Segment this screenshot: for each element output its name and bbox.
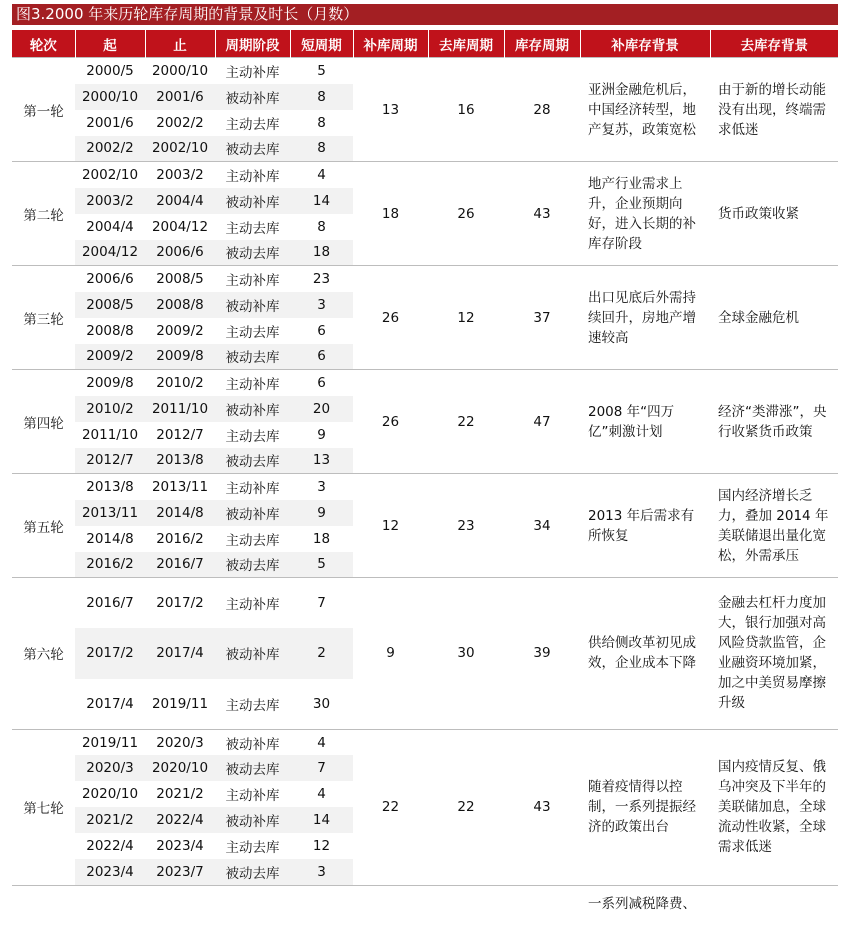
stage-cell: 主动去库 xyxy=(215,214,290,240)
short-cycle-cell: 4 xyxy=(290,162,353,188)
end-date-cell: 2023/7 xyxy=(145,859,215,885)
start-date-cell: 2013/11 xyxy=(75,500,145,526)
destock-months-cell: 30 xyxy=(428,578,504,730)
table-row xyxy=(12,885,838,925)
header-cell: 周期阶段 xyxy=(215,30,290,58)
short-cycle-cell: 3 xyxy=(290,859,353,885)
end-date-cell: 2001/6 xyxy=(145,84,215,110)
stage-cell: 主动补库 xyxy=(215,162,290,188)
restock-background-cell: 2013 年后需求有所恢复 xyxy=(580,474,710,578)
end-date-cell: 2016/7 xyxy=(145,552,215,578)
start-date-cell: 2000/10 xyxy=(75,84,145,110)
start-date-cell: 2009/2 xyxy=(75,344,145,370)
start-date-cell: 2016/7 xyxy=(75,578,145,629)
destock-background-cell xyxy=(710,885,838,925)
end-date-cell: 2017/4 xyxy=(145,628,215,679)
stage-cell: 被动补库 xyxy=(215,188,290,214)
header-row xyxy=(12,30,838,58)
short-cycle-cell: 6 xyxy=(290,318,353,344)
end-date-cell: 2016/2 xyxy=(145,526,215,552)
end-date-cell: 2020/3 xyxy=(145,729,215,755)
table-row xyxy=(12,58,838,84)
start-date-cell: 2008/8 xyxy=(75,318,145,344)
restock-months-cell: 26 xyxy=(353,370,428,474)
round-name-cell: 第二轮 xyxy=(12,162,75,266)
start-date-cell: 2016/2 xyxy=(75,552,145,578)
short-cycle-cell: 8 xyxy=(290,214,353,240)
stage-cell xyxy=(215,885,290,925)
short-cycle-cell: 8 xyxy=(290,136,353,162)
end-date-cell: 2000/10 xyxy=(145,58,215,84)
end-date-cell: 2009/2 xyxy=(145,318,215,344)
end-date-cell: 2017/2 xyxy=(145,578,215,629)
start-date-cell: 2010/2 xyxy=(75,396,145,422)
start-date-cell: 2004/4 xyxy=(75,214,145,240)
round-name-cell: 第一轮 xyxy=(12,58,75,162)
stage-cell: 被动去库 xyxy=(215,552,290,578)
destock-months-cell: 16 xyxy=(428,58,504,162)
inventory-cycle-table xyxy=(12,30,838,925)
start-date-cell: 2002/10 xyxy=(75,162,145,188)
restock-months-cell: 26 xyxy=(353,266,428,370)
short-cycle-cell: 30 xyxy=(290,679,353,730)
end-date-cell: 2013/11 xyxy=(145,474,215,500)
stage-cell: 被动补库 xyxy=(215,628,290,679)
stage-cell: 主动补库 xyxy=(215,578,290,629)
end-date-cell: 2004/4 xyxy=(145,188,215,214)
restock-background-cell: 亚洲金融危机后，中国经济转型，地产复苏，政策宽松 xyxy=(580,58,710,162)
restock-months-cell: 12 xyxy=(353,474,428,578)
round-name-cell: 第六轮 xyxy=(12,578,75,730)
stage-cell: 主动补库 xyxy=(215,58,290,84)
cycle-months-cell: 39 xyxy=(504,578,580,730)
cycle-months-cell: 34 xyxy=(504,474,580,578)
start-date-cell: 2009/8 xyxy=(75,370,145,396)
short-cycle-cell: 14 xyxy=(290,807,353,833)
start-date-cell: 2000/5 xyxy=(75,58,145,84)
end-date-cell: 2004/12 xyxy=(145,214,215,240)
stage-cell: 被动去库 xyxy=(215,344,290,370)
end-date-cell: 2006/6 xyxy=(145,240,215,266)
short-cycle-cell: 23 xyxy=(290,266,353,292)
header-cell: 补库存背景 xyxy=(580,30,710,58)
end-date-cell: 2013/8 xyxy=(145,448,215,474)
destock-months-cell: 22 xyxy=(428,370,504,474)
restock-background-cell: 随着疫情得以控制，一系列提振经济的政策出台 xyxy=(580,729,710,885)
cycle-months-cell xyxy=(504,885,580,925)
cycle-months-cell: 47 xyxy=(504,370,580,474)
stage-cell: 主动去库 xyxy=(215,833,290,859)
stage-cell: 被动补库 xyxy=(215,84,290,110)
header-cell: 短周期 xyxy=(290,30,353,58)
end-date-cell: 2011/10 xyxy=(145,396,215,422)
table-row xyxy=(12,266,838,292)
short-cycle-cell: 7 xyxy=(290,578,353,629)
destock-background-cell: 货币政策收紧 xyxy=(710,162,838,266)
cycle-months-cell: 28 xyxy=(504,58,580,162)
destock-months-cell: 26 xyxy=(428,162,504,266)
stage-cell: 主动补库 xyxy=(215,781,290,807)
round-name-cell: 第三轮 xyxy=(12,266,75,370)
start-date-cell: 2006/6 xyxy=(75,266,145,292)
short-cycle-cell: 8 xyxy=(290,110,353,136)
start-date-cell: 2017/4 xyxy=(75,679,145,730)
header-cell: 库存周期 xyxy=(504,30,580,58)
end-date-cell xyxy=(145,885,215,925)
stage-cell: 主动补库 xyxy=(215,474,290,500)
end-date-cell: 2008/8 xyxy=(145,292,215,318)
stage-cell: 被动去库 xyxy=(215,448,290,474)
stage-cell: 被动去库 xyxy=(215,136,290,162)
start-date-cell: 2019/11 xyxy=(75,729,145,755)
short-cycle-cell: 2 xyxy=(290,628,353,679)
short-cycle-cell: 13 xyxy=(290,448,353,474)
header-cell: 轮次 xyxy=(12,30,75,58)
start-date-cell: 2008/5 xyxy=(75,292,145,318)
short-cycle-cell: 4 xyxy=(290,729,353,755)
short-cycle-cell: 6 xyxy=(290,370,353,396)
start-date-cell: 2011/10 xyxy=(75,422,145,448)
restock-background-cell: 地产行业需求上升，企业预期向好，进入长期的补库存阶段 xyxy=(580,162,710,266)
table-row xyxy=(12,578,838,629)
short-cycle-cell: 12 xyxy=(290,833,353,859)
stage-cell: 被动补库 xyxy=(215,500,290,526)
short-cycle-cell: 20 xyxy=(290,396,353,422)
restock-background-cell: 供给侧改革初见成效，企业成本下降 xyxy=(580,578,710,730)
restock-background-cell: 出口见底后外需持续回升，房地产增速较高 xyxy=(580,266,710,370)
stage-cell: 被动补库 xyxy=(215,292,290,318)
destock-background-cell: 国内经济增长乏力，叠加 2014 年美联储退出量化宽松，外需承压 xyxy=(710,474,838,578)
restock-background-cell: 一系列减税降费、 xyxy=(580,885,710,925)
short-cycle-cell: 6 xyxy=(290,344,353,370)
cycle-months-cell: 37 xyxy=(504,266,580,370)
stage-cell: 被动去库 xyxy=(215,755,290,781)
round-name-cell: 第四轮 xyxy=(12,370,75,474)
short-cycle-cell: 18 xyxy=(290,240,353,266)
start-date-cell: 2014/8 xyxy=(75,526,145,552)
destock-background-cell: 金融去杠杆力度加大，银行加强对高风险贷款监管，企业融资环境加紧，加之中美贸易摩擦升级 xyxy=(710,578,838,730)
end-date-cell: 2012/7 xyxy=(145,422,215,448)
stage-cell: 被动去库 xyxy=(215,240,290,266)
header-cell: 去库周期 xyxy=(428,30,504,58)
start-date-cell: 2013/8 xyxy=(75,474,145,500)
short-cycle-cell xyxy=(290,885,353,925)
table-body xyxy=(12,58,838,925)
start-date-cell: 2021/2 xyxy=(75,807,145,833)
stage-cell: 主动去库 xyxy=(215,318,290,344)
table-row xyxy=(12,370,838,396)
short-cycle-cell: 18 xyxy=(290,526,353,552)
short-cycle-cell: 14 xyxy=(290,188,353,214)
stage-cell: 被动补库 xyxy=(215,729,290,755)
short-cycle-cell: 7 xyxy=(290,755,353,781)
round-name-cell: 第五轮 xyxy=(12,474,75,578)
figure-title: 图3.2000 年来历轮库存周期的背景及时长（月数） xyxy=(12,4,838,25)
restock-months-cell: 18 xyxy=(353,162,428,266)
table-row xyxy=(12,729,838,755)
end-date-cell: 2022/4 xyxy=(145,807,215,833)
header-cell: 止 xyxy=(145,30,215,58)
stage-cell: 主动去库 xyxy=(215,422,290,448)
stage-cell: 被动去库 xyxy=(215,859,290,885)
start-date-cell: 2012/7 xyxy=(75,448,145,474)
destock-months-cell xyxy=(428,885,504,925)
start-date-cell: 2004/12 xyxy=(75,240,145,266)
start-date-cell xyxy=(75,885,145,925)
destock-background-cell: 由于新的增长动能没有出现，终端需求低迷 xyxy=(710,58,838,162)
destock-background-cell: 经济“类滞涨”，央行收紧货币政策 xyxy=(710,370,838,474)
start-date-cell: 2003/2 xyxy=(75,188,145,214)
short-cycle-cell: 9 xyxy=(290,500,353,526)
stage-cell: 主动去库 xyxy=(215,679,290,730)
table-row xyxy=(12,474,838,500)
header-cell: 去库存背景 xyxy=(710,30,838,58)
end-date-cell: 2019/11 xyxy=(145,679,215,730)
short-cycle-cell: 5 xyxy=(290,58,353,84)
destock-background-cell: 全球金融危机 xyxy=(710,266,838,370)
stage-cell: 主动去库 xyxy=(215,526,290,552)
start-date-cell: 2002/2 xyxy=(75,136,145,162)
end-date-cell: 2002/10 xyxy=(145,136,215,162)
end-date-cell: 2003/2 xyxy=(145,162,215,188)
stage-cell: 主动补库 xyxy=(215,370,290,396)
stage-cell: 主动补库 xyxy=(215,266,290,292)
stage-cell: 主动去库 xyxy=(215,110,290,136)
destock-months-cell: 23 xyxy=(428,474,504,578)
start-date-cell: 2020/10 xyxy=(75,781,145,807)
end-date-cell: 2010/2 xyxy=(145,370,215,396)
short-cycle-cell: 8 xyxy=(290,84,353,110)
cycle-months-cell: 43 xyxy=(504,162,580,266)
cycle-months-cell: 43 xyxy=(504,729,580,885)
round-name-cell xyxy=(12,885,75,925)
restock-background-cell: 2008 年“四万亿”刺激计划 xyxy=(580,370,710,474)
header-cell: 补库周期 xyxy=(353,30,428,58)
end-date-cell: 2009/8 xyxy=(145,344,215,370)
end-date-cell: 2021/2 xyxy=(145,781,215,807)
start-date-cell: 2001/6 xyxy=(75,110,145,136)
short-cycle-cell: 4 xyxy=(290,781,353,807)
restock-months-cell: 22 xyxy=(353,729,428,885)
end-date-cell: 2023/4 xyxy=(145,833,215,859)
stage-cell: 被动补库 xyxy=(215,396,290,422)
short-cycle-cell: 3 xyxy=(290,292,353,318)
header-cell: 起 xyxy=(75,30,145,58)
start-date-cell: 2023/4 xyxy=(75,859,145,885)
table-row xyxy=(12,162,838,188)
round-name-cell: 第七轮 xyxy=(12,729,75,885)
short-cycle-cell: 3 xyxy=(290,474,353,500)
stage-cell: 被动补库 xyxy=(215,807,290,833)
end-date-cell: 2020/10 xyxy=(145,755,215,781)
end-date-cell: 2002/2 xyxy=(145,110,215,136)
restock-months-cell: 13 xyxy=(353,58,428,162)
end-date-cell: 2008/5 xyxy=(145,266,215,292)
restock-months-cell: 9 xyxy=(353,578,428,730)
short-cycle-cell: 9 xyxy=(290,422,353,448)
start-date-cell: 2022/4 xyxy=(75,833,145,859)
destock-months-cell: 22 xyxy=(428,729,504,885)
destock-background-cell: 国内疫情反复、俄乌冲突及下半年的美联储加息，全球流动性收紧，全球需求低迷 xyxy=(710,729,838,885)
start-date-cell: 2017/2 xyxy=(75,628,145,679)
end-date-cell: 2014/8 xyxy=(145,500,215,526)
restock-months-cell xyxy=(353,885,428,925)
start-date-cell: 2020/3 xyxy=(75,755,145,781)
destock-months-cell: 12 xyxy=(428,266,504,370)
short-cycle-cell: 5 xyxy=(290,552,353,578)
